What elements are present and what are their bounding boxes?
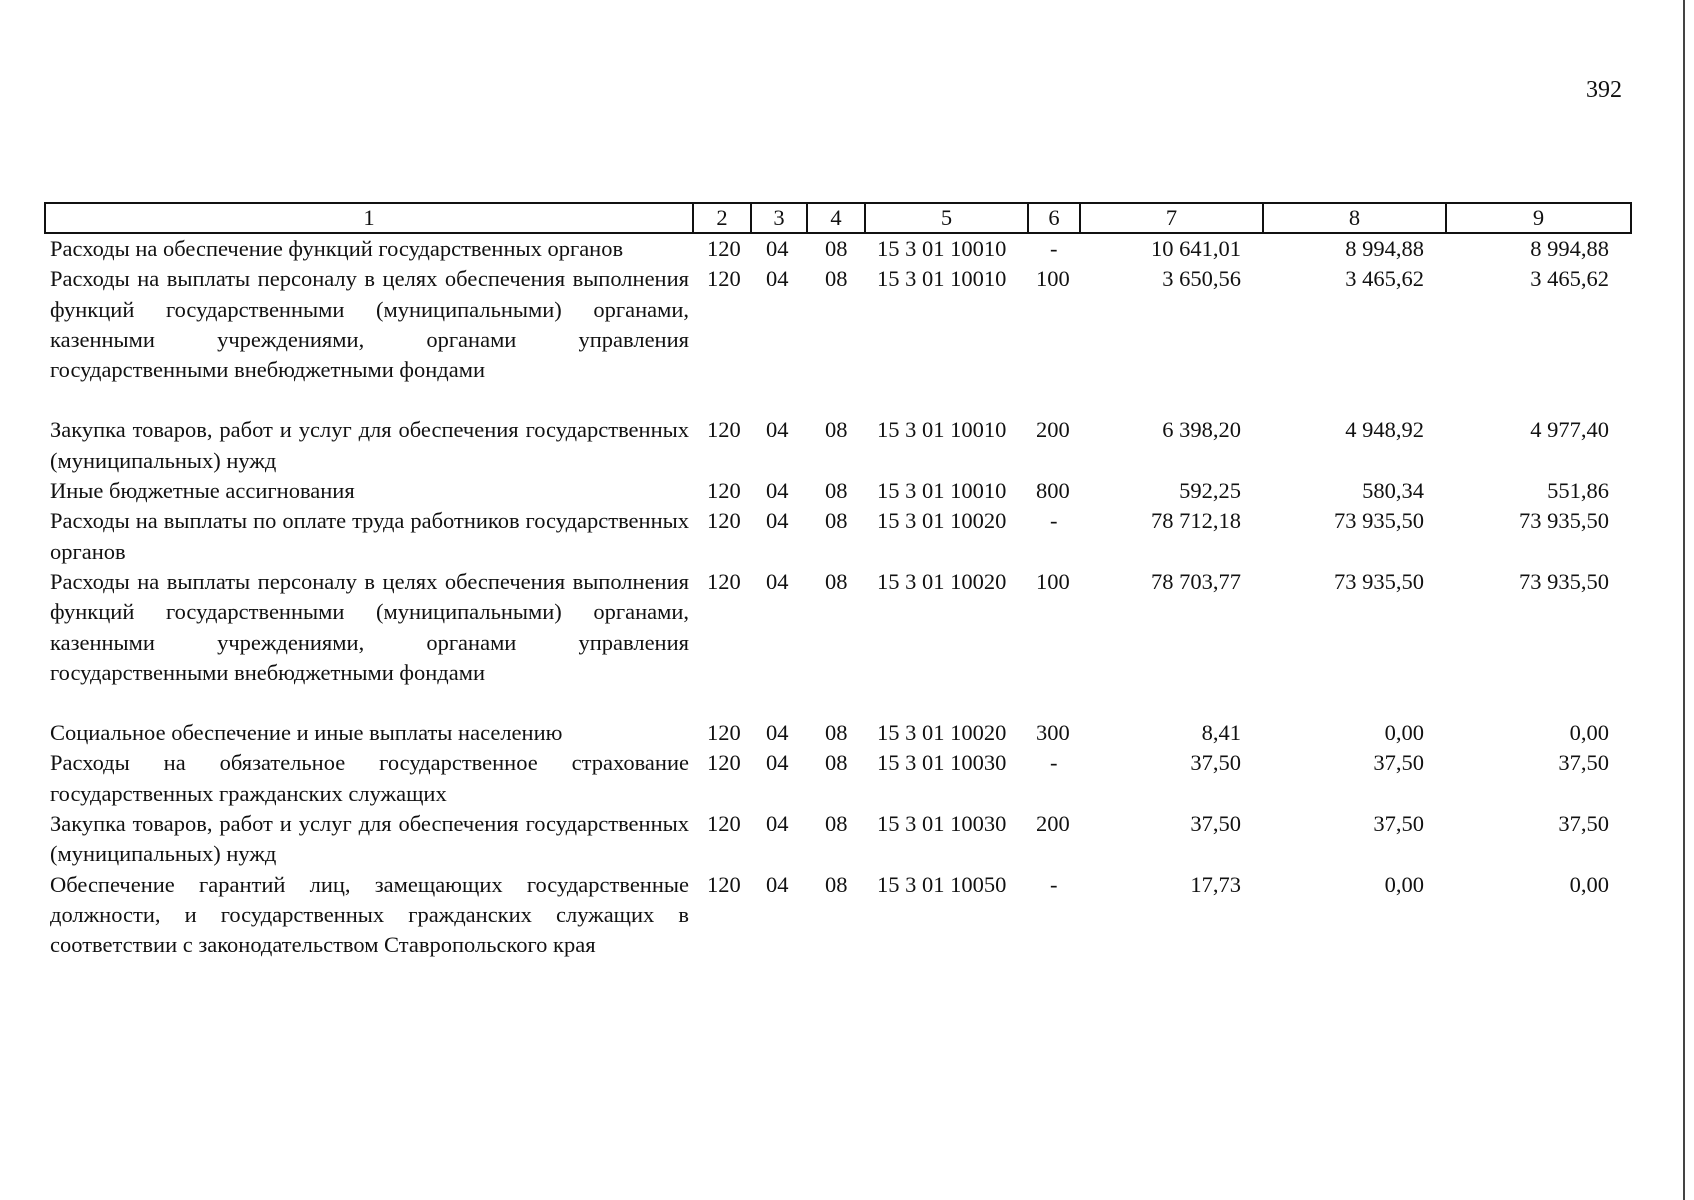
row-description: Закупка товаров, работ и услуг для обеспечения государственных (муниципальных) нужд [50,417,689,473]
cell-col4: 08 [825,478,848,504]
row-description: Расходы на обеспечение функций государственных органов [50,236,624,261]
cell-col5: 15 3 01 10010 [877,236,1007,261]
cell-col9: 37,50 [1558,750,1609,776]
row-description: Иные бюджетные ассигнования [50,478,355,504]
cell-col8: 0,00 [1384,720,1424,746]
table-row [45,748,1631,809]
table-row [45,415,1631,476]
cell-col8: 580,34 [1362,478,1424,504]
cell-col2: 120 [707,417,741,443]
cell-col3: 04 [766,478,789,504]
row-description: Закупка товаров, работ и услуг для обеспечения государственных (муниципальных) нужд [50,811,689,867]
table-row [45,718,1631,748]
cell-col5: 15 3 01 10020 [877,720,1007,746]
cell-col7: 78 703,77 [1151,568,1241,594]
cell-col8: 73 935,50 [1334,508,1424,534]
cell-col4: 08 [825,568,848,594]
cell-col7: 17,73 [1190,871,1241,897]
cell-col8: 37,50 [1373,750,1424,776]
cell-col5: 15 3 01 10010 [877,266,1007,292]
column-header: 8 [1263,203,1446,233]
cell-col5: 15 3 01 10030 [877,750,1007,776]
row-description: Расходы на обязательное государственное страхование государственных гражданских служащих [50,750,689,806]
cell-col9: 0,00 [1569,720,1609,746]
column-header: 4 [807,203,865,233]
cell-col3: 04 [766,871,789,897]
cell-col3: 04 [766,811,789,837]
cell-col3: 04 [766,720,789,746]
row-description: Расходы на выплаты персоналу в целях обеспечения выполнения функций государственными (муниципальными) органами, казенными учреждениями, органами управления государственными внебюджетными фондами [50,568,689,685]
cell-col2: 120 [707,508,741,534]
cell-col2: 120 [707,871,741,897]
cell-col8: 73 935,50 [1334,568,1424,594]
cell-col6: - [1050,236,1058,261]
table-row [45,506,1631,567]
cell-col3: 04 [766,417,789,443]
cell-col6: 200 [1036,417,1070,443]
cell-col4: 08 [825,236,848,261]
cell-col2: 120 [707,811,741,837]
table-row [45,476,1631,506]
cell-col5: 15 3 01 10050 [877,871,1007,897]
cell-col7: 3 650,56 [1162,266,1241,292]
column-header: 1 [45,203,693,233]
column-header: 5 [865,203,1028,233]
cell-col9: 3 465,62 [1530,266,1609,292]
cell-col3: 04 [766,266,789,292]
cell-col9: 551,86 [1547,478,1609,504]
budget-table [44,202,1632,961]
cell-col3: 04 [766,508,789,534]
page-number: 392 [1586,77,1622,103]
column-header: 9 [1446,203,1631,233]
cell-col8: 8 994,88 [1345,236,1424,261]
cell-col2: 120 [707,720,741,746]
cell-col6: 200 [1036,811,1070,837]
row-description: Расходы на выплаты персоналу в целях обеспечения выполнения функций государственными (муниципальными) органами, казенными учреждениями, органами управления государственными внебюджетными фондами [50,266,689,383]
cell-col9: 73 935,50 [1519,568,1609,594]
row-description: Обеспечение гарантий лиц, замещающих государственные должности, и государственных гражданских служащих в соответствии с законодательством Ставропольского края [50,871,689,958]
cell-col5: 15 3 01 10020 [877,568,1007,594]
scan-edge-line [1683,0,1685,1200]
cell-col9: 4 977,40 [1530,417,1609,443]
cell-col4: 08 [825,720,848,746]
cell-col7: 37,50 [1190,811,1241,837]
cell-col4: 08 [825,811,848,837]
cell-col2: 120 [707,750,741,776]
cell-col8: 0,00 [1384,871,1424,897]
cell-col6: 800 [1036,478,1070,504]
cell-col7: 10 641,01 [1151,236,1241,261]
cell-col2: 120 [707,236,741,261]
cell-col6: - [1050,508,1058,534]
cell-col3: 04 [766,750,789,776]
table-row [45,567,1631,718]
cell-col7: 78 712,18 [1151,508,1241,534]
cell-col7: 37,50 [1190,750,1241,776]
cell-col6: 100 [1036,266,1070,292]
cell-col9: 37,50 [1558,811,1609,837]
cell-col3: 04 [766,236,789,261]
column-header: 3 [751,203,807,233]
cell-col5: 15 3 01 10030 [877,811,1007,837]
cell-col3: 04 [766,568,789,594]
cell-col4: 08 [825,871,848,897]
cell-col7: 6 398,20 [1162,417,1241,443]
table-row [45,809,1631,870]
cell-col8: 37,50 [1373,811,1424,837]
table-row [45,233,1631,264]
column-header: 2 [693,203,751,233]
cell-col6: 100 [1036,568,1070,594]
cell-col2: 120 [707,266,741,292]
cell-col4: 08 [825,417,848,443]
cell-col4: 08 [825,750,848,776]
cell-col2: 120 [707,568,741,594]
cell-col6: - [1050,871,1058,897]
cell-col9: 0,00 [1569,871,1609,897]
table-header-row [45,203,1631,233]
cell-col2: 120 [707,478,741,504]
cell-col7: 8,41 [1201,720,1241,746]
cell-col6: 300 [1036,720,1070,746]
row-description: Расходы на выплаты по оплате труда работников государственных органов [50,508,689,564]
cell-col5: 15 3 01 10010 [877,478,1007,504]
cell-col6: - [1050,750,1058,776]
cell-col9: 73 935,50 [1519,508,1609,534]
column-header: 6 [1028,203,1080,233]
row-description: Социальное обеспечение и иные выплаты населению [50,720,563,746]
cell-col4: 08 [825,266,848,292]
cell-col9: 8 994,88 [1530,236,1609,261]
table-row [45,870,1631,961]
cell-col5: 15 3 01 10020 [877,508,1007,534]
cell-col8: 4 948,92 [1345,417,1424,443]
cell-col8: 3 465,62 [1345,266,1424,292]
cell-col5: 15 3 01 10010 [877,417,1007,443]
cell-col7: 592,25 [1179,478,1241,504]
cell-col4: 08 [825,508,848,534]
column-header: 7 [1080,203,1263,233]
table-row [45,264,1631,415]
